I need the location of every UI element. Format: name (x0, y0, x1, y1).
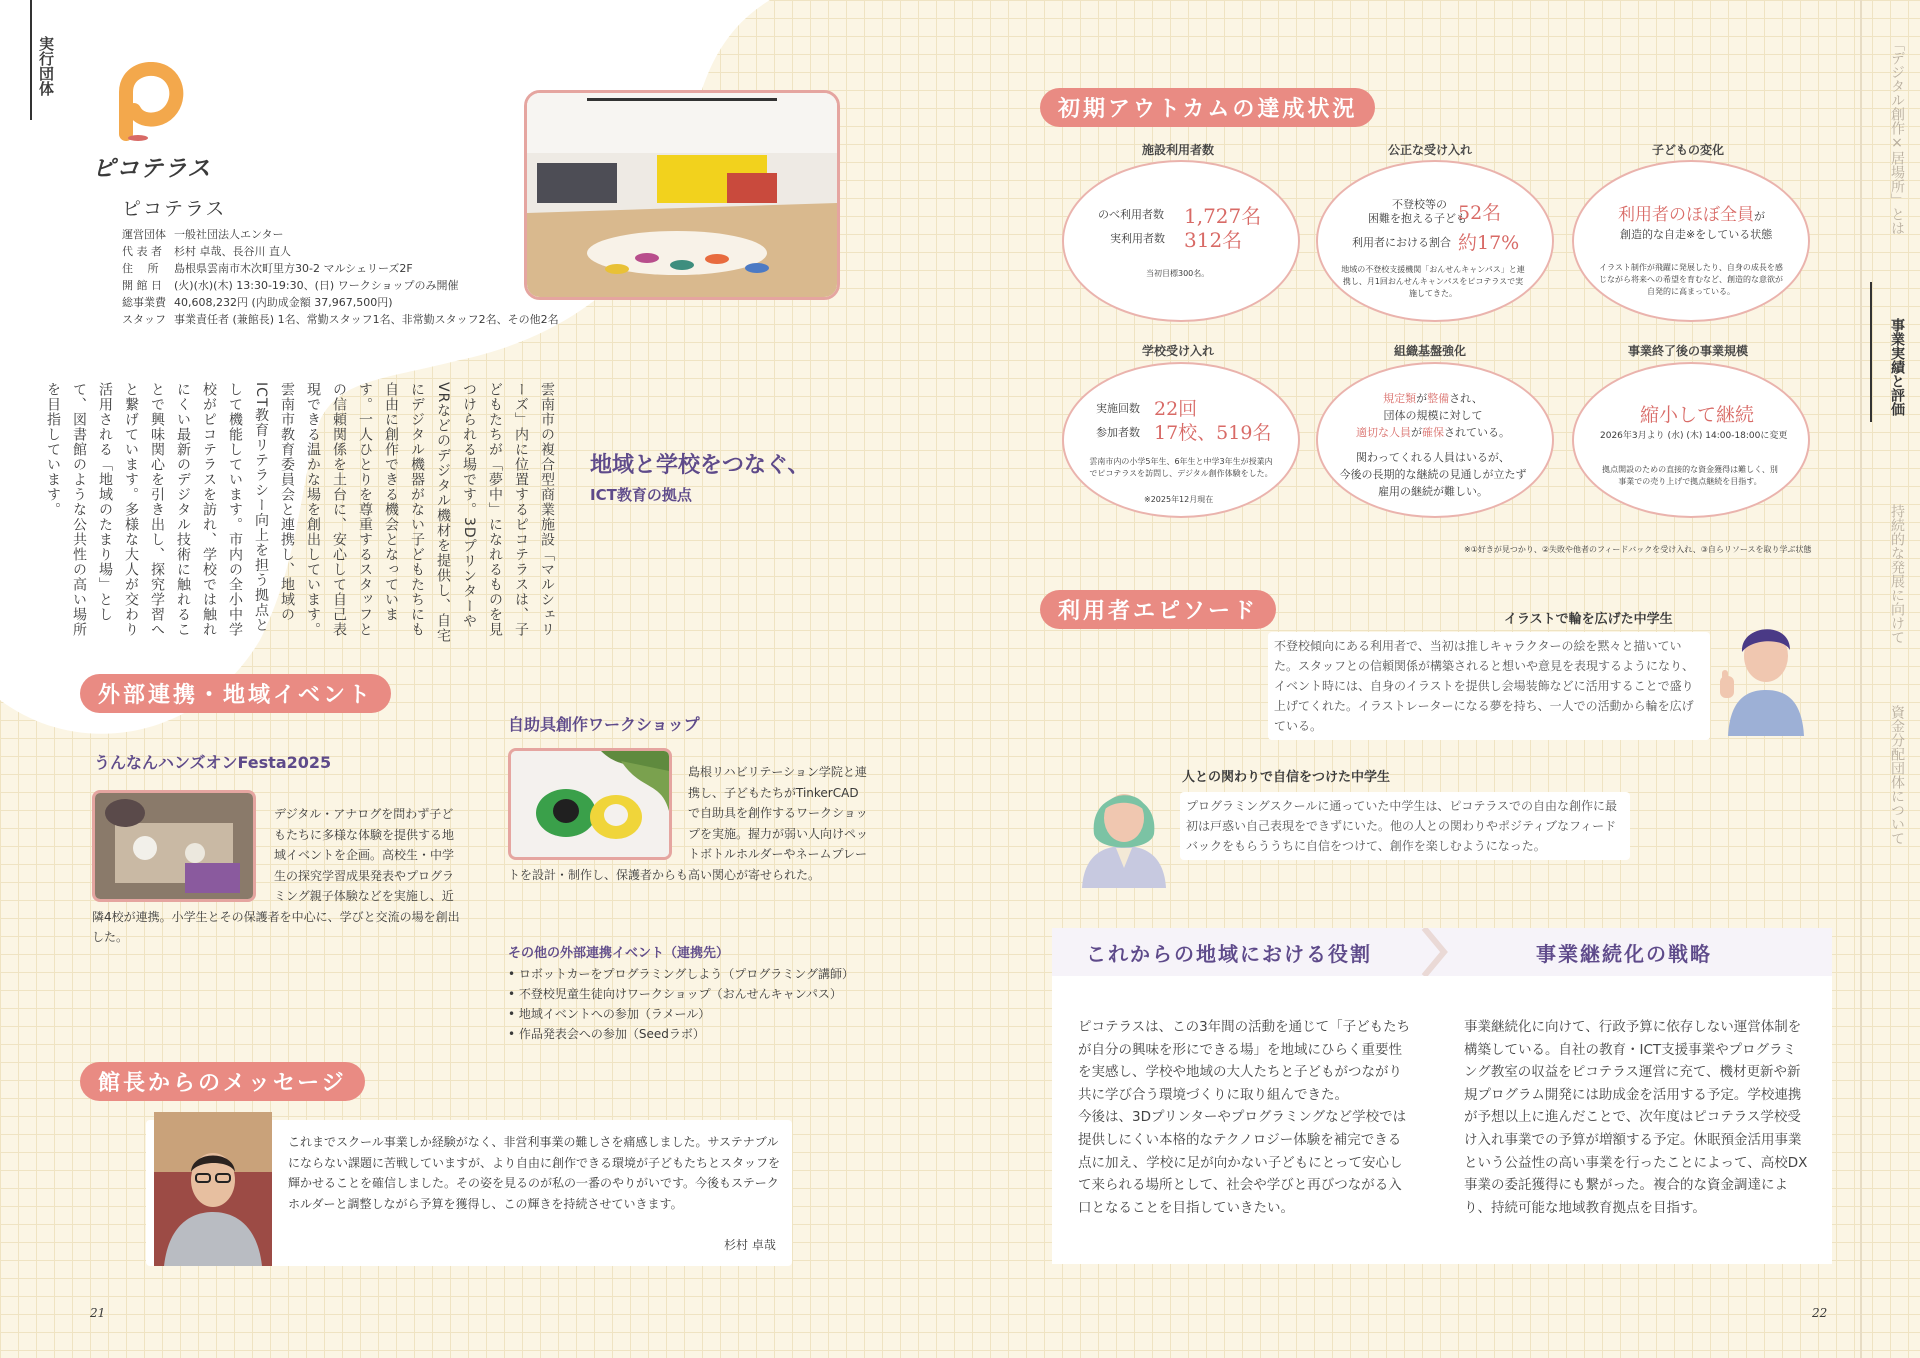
list-item: • 作品発表会への参加（Seedラボ） (508, 1027, 705, 1041)
side-tab-1[interactable]: 「デジタル創作×居場所」とは (1889, 37, 1905, 235)
facility-l1: のべ利用者数 (1098, 208, 1164, 221)
change-note: イラスト制作が飛躍に発展したり、自身の成長を感じながら将来への希望を育むなど、創造的な意欲が自発的に高まっている。 (1599, 263, 1783, 296)
org-name: ピコテラス (122, 198, 227, 220)
scale-v1: 縮小して継続 (1640, 404, 1755, 426)
side-tab-active-bar (1870, 282, 1872, 422)
school-label: 学校受け入れ (1141, 344, 1214, 358)
facility-photo (524, 90, 840, 300)
festa-title: うんなんハンズオンFesta2025 (94, 753, 332, 772)
list-item: • 地域イベントへの参加（ラメール） (508, 1007, 711, 1021)
fair-l1b: 困難を抱える子ども (1368, 212, 1467, 225)
school-v2: 17校、519名 (1154, 422, 1272, 444)
episode1-body: 不登校傾向にある利用者で、当初は推しキャラクターの絵を黙々と描いていた。スタッフとの信頼関係が構築されると想いや意見を表現するようになり、イベント時には、自身のイラストを提供し会場装飾などに活用することで盛り上げてくれた。イラストレーターになる夢を持ち、一人での活動から輪を広げている。 (1268, 632, 1710, 740)
festa-float-spacer (92, 804, 274, 904)
school-l1: 実施回数 (1096, 402, 1140, 415)
facility-v2: 312名 (1184, 228, 1243, 252)
outcomes-footnote: ※①好きが見つかり、②失敗や他者のフィードバックを受け入れ、③自らリソースを取り学ぶ状態 (1464, 545, 1812, 554)
change-value: 利用者のほぼ全員が (1618, 205, 1765, 225)
role-title: これからの地域における役割 (1086, 942, 1372, 966)
message-heading: 館長からのメッセージ (80, 1062, 365, 1101)
fair-note: 地域の不登校支援機関「おんせんキャンパス」と連携し、月1回おんせんキャンパスをピコテラスで実施してきた。 (1341, 265, 1525, 298)
episode1-title: イラストで輪を広げた中学生 (1504, 612, 1673, 627)
tagline-main: 地域と学校をつなぐ、 (590, 453, 810, 478)
school-v1: 22回 (1154, 398, 1198, 420)
org-text: 規定類が整備され、 団体の規模に対して 適切な人員が確保されている。 関わってくれる人員はいるが、 今後の長期的な継続の見通しが立たず 雇用の継続が難しい。 (1339, 392, 1527, 498)
external-heading: 外部連携・地域イベント (80, 674, 391, 713)
side-nav-rule (1860, 0, 1862, 1358)
scale-note: 拠点開設のための直接的な資金獲得は難しく、別事業での売り上げで拠点継続を目指す。 (1602, 465, 1778, 486)
logo-title: ピコテラス (92, 156, 212, 182)
workshop-float-spacer (508, 762, 688, 862)
facility-label: 施設利用者数 (1141, 143, 1214, 157)
facility-note: 当初目標300名。 (1146, 269, 1210, 278)
fair-l2: 利用者における割合 (1352, 236, 1451, 249)
role-body: ピコテラスは、この3年間の活動を通じて「子どもたちが自分の興味を形にできる場」を地域にひらく重要性を実感し、学校や地域の大人たちと子どもがつながり共に学び合う環境づくりに取り組んできた。 今後は、3Dプリンターやプログラミングなど学校では提供しにくい本格的なテクノロジー体験を補完できる点に加え、学校に足が向かない子どもにとって安心して来られる場所として、社会や学びと再びつながる入口となることを目指していきたい。 (1078, 1019, 1411, 1216)
festa-body: デジタル・アナログを問わず子どもたちに多様な体験を提供する地域イベントを企画。高校生・中学生の探究学習成果発表やプログラミング親子体験などを実施し、近隣4校が連携。小学生とその保護者を中心に、学びと交流の場を創出した。 (92, 807, 460, 944)
strategy-title: 事業継続化の戦略 (1536, 942, 1712, 966)
facility-oval (1062, 160, 1300, 322)
detail-row: 運営団体 一般社団法人エンター (122, 228, 284, 241)
episode2-title: 人との関わりで自信をつけた中学生 (1182, 770, 1391, 785)
fair-v1: 52名 (1458, 202, 1502, 224)
scale-l1: 2026年3月より (水) (木) 14:00-18:00に変更 (1600, 431, 1788, 441)
side-tab-4[interactable]: 資金分配団体について (1889, 705, 1905, 845)
strategy-body: 事業継続化に向けて、行政予算に依存しない運営体制を構築している。自社の教育・ICT支援事業やプログラミング教室の収益をピコテラス運営に充て、機材更新や新規プログラム開発には助成金を活用する予定。学校連携が予想以上に進んだことで、次年度はピコテラス学校受け入れ事業での予算が増額する予定。休眠預金活用事業という公益性の高い事業を行ったことによって、高校DX事業の委託獲得にも繋がった。複合的な資金調達により、持続可能な地域教育拠点を目指す。 (1464, 1019, 1808, 1216)
change-l1: 創造的な自走※をしている状態 (1620, 228, 1773, 241)
list-item: • 不登校児童生徒向けワークショップ（おんせんキャンパス） (508, 987, 842, 1001)
page-number-right: 22 (1812, 1306, 1828, 1320)
detail-row: 総事業費 40,608,232円 (内助成金額 37,967,500円) (122, 296, 393, 309)
left-tab-label: 実行団体 (37, 36, 55, 96)
change-label: 子どもの変化 (1651, 143, 1724, 157)
org-details (122, 226, 559, 328)
workshop-body-wrap (508, 762, 868, 885)
other-events-list (508, 964, 854, 1044)
detail-row: 代 表 者 杉村 卓哉、長谷川 直人 (122, 245, 291, 258)
list-item: • ロボットカーをプログラミングしよう（プログラミング講師） (508, 967, 855, 981)
boy-illustration (1720, 610, 1812, 736)
message-body: これまでスクール事業しか経験がなく、非営利事業の難しさを痛感しました。サステナブルにならない課題に苦戦していますが、より自由に創作できる環境が子どもたちとスタッフを輝かせることを確信しました。その姿を見るのが私の一番のやりがいです。今後もステークホルダーと調整しながら予算を獲得し、この輝きを持続させていきます。 (288, 1135, 781, 1211)
detail-row: スタッフ 事業責任者 (兼館長) 1名、常勤スタッフ1名、非常勤スタッフ2名、その他2名 (122, 313, 559, 326)
facility-v1: 1,727名 (1184, 204, 1262, 228)
org-label: 組織基盤強化 (1393, 344, 1466, 358)
intro-vertical-text: 雲南市の複合型商業施設「マルシェリーズ」内に位置するピコテラスは、子どもたちが「夢中」になれるものを見つけられる場です。3Dプリンターや VRなどのデジタル機材を提供し、自宅にデジタル機器がない子どもたちにも自由に創作できる機会となっています。一人ひとりを尊重するスタッフとの信頼関係を土台に、安心して自己表現できる温かな場を創出しています。雲南市教育委員会と連携し、地域のICT教育リテラシー向上を担う拠点として機能しています。市内の全小中学校がピコテラスを訪れ、学校では触れにくい最新のデジタル技術に触れることで興味関心を引き出し、探究学習へと繋げています。多様な大人が交わり活用される「地域のたまり場」として、図書館のような公共性の高い場所を目指しています。 (45, 382, 555, 644)
other-events-title: その他の外部連携イベント（連携先） (508, 946, 730, 961)
side-tab-2[interactable]: 事業実績と評価 (1889, 318, 1905, 416)
left-tab-line (30, 0, 32, 120)
chevron-right-icon (1420, 928, 1450, 976)
side-tab-3[interactable]: 持続的な発展に向けて (1889, 504, 1905, 644)
tagline-sub: ICT教育の拠点 (590, 486, 692, 504)
episode2-body: プログラミングスクールに通っていた中学生は、ピコテラスでの自由な創作に最初は戸惑い自己表現をできずにいた。他の人との関わりやポジティブなフィードバックをもらううちに自信をつけて、創作を楽しむようになった。 (1180, 792, 1630, 860)
festa-body-wrap (92, 804, 462, 948)
girl-illustration (1076, 764, 1172, 888)
facility-l2: 実利用者数 (1110, 232, 1165, 245)
message-signature: 杉村 卓哉 (724, 1238, 776, 1252)
school-note: 雲南市内の小学5年生、6年生と中学3年生が授業内でピコテラスを訪問し、デジタル創作体験をした。 (1089, 457, 1273, 478)
scale-label: 事業終了後の事業規模 (1627, 344, 1748, 358)
outcomes-heading: 初期アウトカムの達成状況 (1040, 88, 1375, 127)
episodes-heading: 利用者エピソード (1040, 590, 1276, 629)
detail-row: 住 所 島根県雲南市木次町里方30-2 マルシェリーズ2F (122, 262, 413, 275)
fair-l1a: 不登校等の (1392, 198, 1447, 211)
fair-label: 公正な受け入れ (1387, 143, 1472, 157)
school-l2: 参加者数 (1096, 426, 1140, 439)
workshop-body: 島根リハビリテーション学院と連携し、子どもたちがTinkerCADで自助具を創作するワークショップを実施。握力が弱い人向けペットボトルホルダーやネームプレートを設計・制作し、保護者からも高い関心が寄せられた。 (508, 765, 869, 882)
school-note2: ※2025年12月現在 (1144, 495, 1214, 504)
director-photo (154, 1112, 272, 1266)
workshop-title: 自助具創作ワークショップ (508, 715, 700, 734)
fair-v2: 約17% (1458, 232, 1520, 254)
page-number-left: 21 (90, 1306, 106, 1320)
detail-row: 開 館 日 (火)(水)(木) 13:30-19:30、(日) ワークショップのみ開催 (122, 279, 459, 292)
picoterrace-logo (108, 62, 188, 142)
